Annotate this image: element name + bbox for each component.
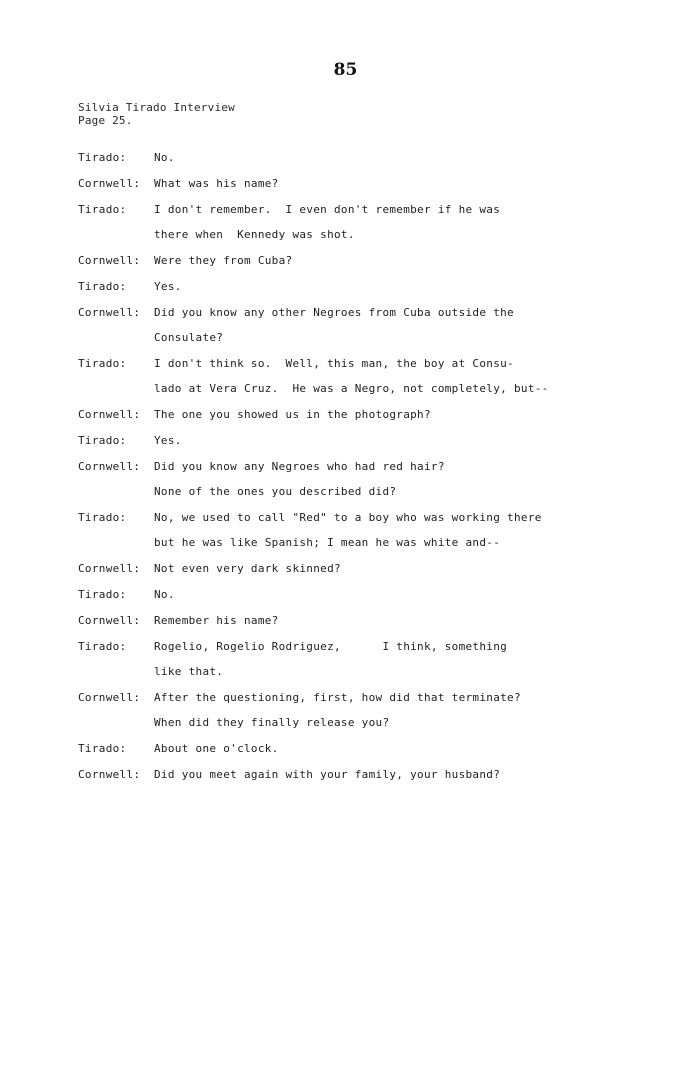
speaker-label: Cornwell: xyxy=(78,460,141,473)
dialogue-row xyxy=(78,586,598,603)
speech-text xyxy=(154,252,598,269)
header-page: Page 25. xyxy=(78,114,133,127)
dialogue-row xyxy=(78,766,598,783)
speech-line: No, we used to call "Red" to a boy who was working there xyxy=(154,511,542,524)
speech-text xyxy=(154,586,598,603)
dialogue-row xyxy=(78,432,598,449)
speech-line: but he was like Spanish; I mean he was white and-- xyxy=(154,536,501,549)
speaker-label: Cornwell: xyxy=(78,691,141,704)
speech-line: Yes. xyxy=(154,434,182,447)
dialogue-row xyxy=(78,304,598,346)
speech-line: What was his name? xyxy=(154,177,279,190)
dialogue-row xyxy=(78,278,598,295)
speech-text xyxy=(154,689,598,731)
speech-text xyxy=(154,458,598,500)
speaker-label: Tirado: xyxy=(78,203,127,216)
speaker-label: Tirado: xyxy=(78,640,127,653)
speech-text xyxy=(154,175,598,192)
dialogue-row xyxy=(78,458,598,500)
speech-text xyxy=(154,406,598,423)
speech-text xyxy=(154,149,598,166)
speaker-label: Tirado: xyxy=(78,742,127,755)
speech-text xyxy=(154,612,598,629)
speaker-label: Tirado: xyxy=(78,588,127,601)
speech-line: No. xyxy=(154,151,175,164)
speaker-label: Cornwell: xyxy=(78,408,141,421)
dialogue-row xyxy=(78,175,598,192)
dialogue-row xyxy=(78,509,598,551)
speech-line: Yes. xyxy=(154,280,182,293)
speaker-label: Cornwell: xyxy=(78,562,141,575)
speech-line: like that. xyxy=(154,665,224,678)
speech-line: The one you showed us in the photograph? xyxy=(154,408,431,421)
speech-line: I don't think so. Well, this man, the boy at Consu- xyxy=(154,357,514,370)
speech-line: Not even very dark skinned? xyxy=(154,562,341,575)
dialogue-row xyxy=(78,252,598,269)
speech-line: lado at Vera Cruz. He was a Negro, not completely, but-- xyxy=(154,382,549,395)
speaker-label: Tirado: xyxy=(78,357,127,370)
speech-line: Did you meet again with your family, your husband? xyxy=(154,768,501,781)
page-number: 85 xyxy=(333,60,358,80)
speech-line: None of the ones you described did? xyxy=(154,485,397,498)
speech-line: Remember his name? xyxy=(154,614,279,627)
dialogue-row xyxy=(78,612,598,629)
dialogue-row xyxy=(78,689,598,731)
speech-line: Rogelio, Rogelio Rodriguez, I think, something xyxy=(154,640,508,653)
speaker-label: Cornwell: xyxy=(78,768,141,781)
speech-text xyxy=(154,509,598,551)
document-header xyxy=(78,101,235,127)
speech-text xyxy=(154,560,598,577)
dialogue-row xyxy=(78,638,598,680)
speaker-label: Tirado: xyxy=(78,434,127,447)
speaker-label: Cornwell: xyxy=(78,254,141,267)
speech-text xyxy=(154,355,598,397)
speaker-label: Cornwell: xyxy=(78,177,141,190)
speech-line: Did you know any Negroes who had red hair? xyxy=(154,460,445,473)
dialogue-row xyxy=(78,149,598,166)
speech-line: there when Kennedy was shot. xyxy=(154,228,355,241)
speaker-label: Tirado: xyxy=(78,280,127,293)
speech-text xyxy=(154,740,598,757)
speech-line: Were they from Cuba? xyxy=(154,254,293,267)
header-title: Silvia Tirado Interview xyxy=(78,101,235,114)
speech-text xyxy=(154,278,598,295)
speech-line: About one o'clock. xyxy=(154,742,279,755)
speaker-label: Cornwell: xyxy=(78,306,141,319)
speech-text xyxy=(154,304,598,346)
speech-line: No. xyxy=(154,588,175,601)
dialogue-row xyxy=(78,740,598,757)
speech-text xyxy=(154,201,598,243)
speech-line: I don't remember. I even don't remember if he was xyxy=(154,203,501,216)
speaker-label: Tirado: xyxy=(78,511,127,524)
speech-line: When did they finally release you? xyxy=(154,716,390,729)
dialogue-row xyxy=(78,201,598,243)
speech-line: After the questioning, first, how did that terminate? xyxy=(154,691,521,704)
speech-text xyxy=(154,432,598,449)
dialogue-row xyxy=(78,355,598,397)
speech-text xyxy=(154,638,598,680)
transcript xyxy=(78,149,598,792)
dialogue-row xyxy=(78,406,598,423)
speaker-label: Cornwell: xyxy=(78,614,141,627)
speech-line: Did you know any other Negroes from Cuba outside the xyxy=(154,306,514,319)
speaker-label: Tirado: xyxy=(78,151,127,164)
speech-line: Consulate? xyxy=(154,331,224,344)
dialogue-row xyxy=(78,560,598,577)
speech-text xyxy=(154,766,598,783)
